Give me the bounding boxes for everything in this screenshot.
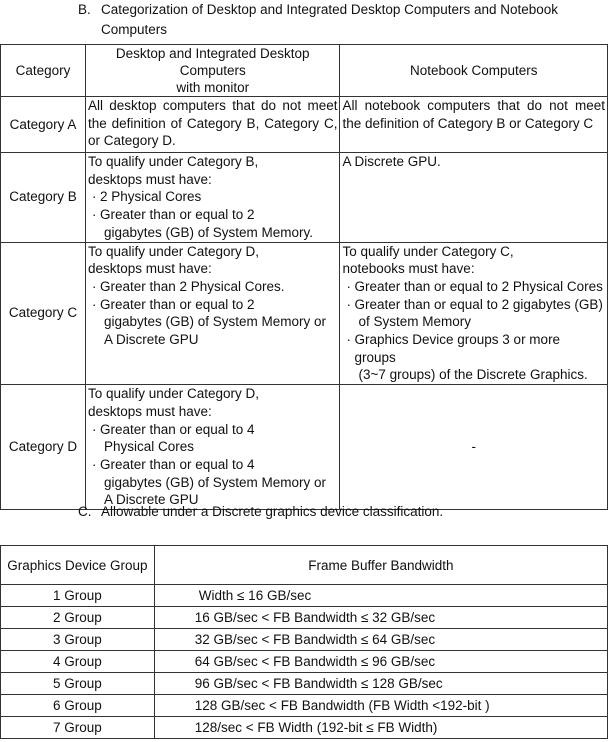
table-row xyxy=(1,97,608,153)
bullet-dot: · xyxy=(346,278,351,294)
header-desktop-line2: with monitor xyxy=(176,80,250,95)
section-b-heading xyxy=(78,0,598,40)
category-c-desktop-bullet2 xyxy=(88,296,338,314)
graphics-table-header-row xyxy=(1,546,608,585)
category-d-notebook: - xyxy=(340,385,608,510)
category-c-desktop-bullet2-cont1: gigabytes (GB) of System Memory or xyxy=(103,314,327,330)
category-c-label: Category C xyxy=(1,242,86,385)
table-row xyxy=(1,651,608,673)
bullet-dot: · xyxy=(346,332,351,348)
bandwidth-cell: Width ≤ 16 GB/sec xyxy=(154,585,607,607)
bandwidth-cell: 96 GB/sec < FB Bandwidth ≤ 128 GB/sec xyxy=(154,673,607,695)
category-a-desktop: All desktop computers that do not meet the definition of Category B, Category C, or Category D. xyxy=(85,97,340,153)
group-cell: 3 Group xyxy=(1,629,155,651)
category-c-desktop-bullet1 xyxy=(88,278,338,296)
table-row xyxy=(1,673,608,695)
bullet-text: Greater than or equal to 4 xyxy=(99,421,255,437)
category-b-desktop-bullet1 xyxy=(88,188,338,206)
bullet-text: Greater than or equal to 2 Physical Cores xyxy=(354,278,603,294)
category-b-label: Category B xyxy=(1,153,86,243)
category-d-desktop-intro1: To qualify under Category D, xyxy=(87,386,260,402)
group-cell: 5 Group xyxy=(1,673,155,695)
bullet-text: Greater than or equal to 2 xyxy=(99,296,255,312)
bandwidth-cell: 64 GB/sec < FB Bandwidth ≤ 96 GB/sec xyxy=(154,651,607,673)
category-d-desktop-intro2: desktops must have: xyxy=(87,403,212,419)
bullet-text: Greater than or equal to 4 xyxy=(99,456,255,472)
category-d-desktop xyxy=(85,385,340,510)
category-c-notebook xyxy=(340,242,608,385)
group-cell: 7 Group xyxy=(1,717,155,739)
category-d-desktop-bullet2-cont1: gigabytes (GB) of System Memory or xyxy=(103,474,327,490)
group-cell: 1 Group xyxy=(1,585,155,607)
bullet-text: Greater than 2 Physical Cores. xyxy=(99,278,285,294)
bullet-text: Greater than or equal to 2 gigabytes (GB) xyxy=(354,296,603,312)
group-cell: 6 Group xyxy=(1,695,155,717)
table-row xyxy=(1,585,608,607)
header-desktop-line1: Desktop and Integrated Desktop Computers xyxy=(115,46,310,78)
category-b-desktop-intro1: To qualify under Category B, xyxy=(87,154,259,169)
category-d-desktop-bullet1-cont: Physical Cores xyxy=(103,439,194,455)
category-b-notebook: A Discrete GPU. xyxy=(340,153,608,243)
bullet-text: Greater than or equal to 2 xyxy=(99,207,255,223)
bandwidth-cell: 32 GB/sec < FB Bandwidth ≤ 64 GB/sec xyxy=(154,629,607,651)
category-c-desktop-intro2: desktops must have: xyxy=(87,261,212,277)
category-table xyxy=(0,44,608,510)
bullet-dot: · xyxy=(346,296,351,312)
bullet-dot: · xyxy=(91,421,97,437)
category-b-desktop-bullet2-cont: gigabytes (GB) of System Memory. xyxy=(103,224,314,240)
bullet-text: Graphics Device groups 3 or more groups xyxy=(354,332,561,365)
bullet-dot: · xyxy=(91,296,97,312)
category-d-desktop-bullet2-cont2: A Discrete GPU xyxy=(103,492,199,508)
table-row xyxy=(1,607,608,629)
table-row xyxy=(1,242,608,385)
bandwidth-cell: 16 GB/sec < FB Bandwidth ≤ 32 GB/sec xyxy=(154,607,607,629)
section-c-heading xyxy=(78,502,443,522)
category-c-notebook-bullet2 xyxy=(342,296,605,314)
bullet-dot: · xyxy=(91,207,97,223)
category-c-desktop-bullet2-cont2: A Discrete GPU xyxy=(103,332,199,348)
category-d-desktop-bullet1 xyxy=(88,421,338,439)
bullet-text: 2 Physical Cores xyxy=(99,189,202,205)
category-a-notebook: All notebook computers that do not meet the definition of Category B or Category C xyxy=(340,97,608,153)
table-row xyxy=(1,153,608,243)
section-c-marker: C. xyxy=(78,504,92,519)
section-b-marker: B. xyxy=(78,2,91,17)
group-cell: 4 Group xyxy=(1,651,155,673)
header-notebook: Notebook Computers xyxy=(340,45,608,97)
category-b-desktop-bullet2 xyxy=(88,206,338,224)
bullet-dot: · xyxy=(91,456,97,472)
category-b-desktop xyxy=(85,153,340,243)
bandwidth-cell: 128 GB/sec < FB Bandwidth (FB Width <192-bit ) xyxy=(154,695,607,717)
category-d-label: Category D xyxy=(1,385,86,510)
header-frame-buffer-bandwidth: Frame Buffer Bandwidth xyxy=(154,546,607,585)
section-b-title-line1: Categorization of Desktop and Integrated Desktop Computers and Notebook xyxy=(101,2,559,17)
category-c-notebook-bullet1 xyxy=(342,278,605,296)
header-graphics-group: Graphics Device Group xyxy=(1,546,155,585)
header-desktop xyxy=(85,45,340,97)
category-c-notebook-bullet2-cont: of System Memory xyxy=(358,314,472,330)
table-row xyxy=(1,717,608,739)
bullet-dot: · xyxy=(91,278,97,294)
group-cell: 2 Group xyxy=(1,607,155,629)
table-row xyxy=(1,385,608,510)
category-c-notebook-intro1: To qualify under Category C, xyxy=(342,243,514,259)
category-a-label: Category A xyxy=(1,97,86,153)
category-table-header-row xyxy=(1,45,608,97)
category-c-notebook-bullet3-cont: (3~7 groups) of the Discrete Graphics. xyxy=(358,367,588,383)
table-row xyxy=(1,629,608,651)
header-category: Category xyxy=(1,45,86,97)
category-c-desktop xyxy=(85,242,340,385)
graphics-device-table xyxy=(0,545,608,739)
table-row xyxy=(1,695,608,717)
bullet-dot: · xyxy=(91,189,97,205)
bandwidth-cell: 128/sec < FB Width (192-bit ≤ FB Width) xyxy=(154,717,607,739)
category-c-notebook-bullet3 xyxy=(342,331,605,366)
section-c-title: Allowable under a Discrete graphics device classification. xyxy=(101,504,444,519)
category-c-desktop-intro1: To qualify under Category D, xyxy=(87,243,260,259)
category-c-notebook-intro2: notebooks must have: xyxy=(342,261,475,277)
category-b-desktop-intro2: desktops must have: xyxy=(87,171,212,187)
category-d-desktop-bullet2 xyxy=(88,456,338,474)
section-b-title-line2: Computers xyxy=(101,22,168,37)
